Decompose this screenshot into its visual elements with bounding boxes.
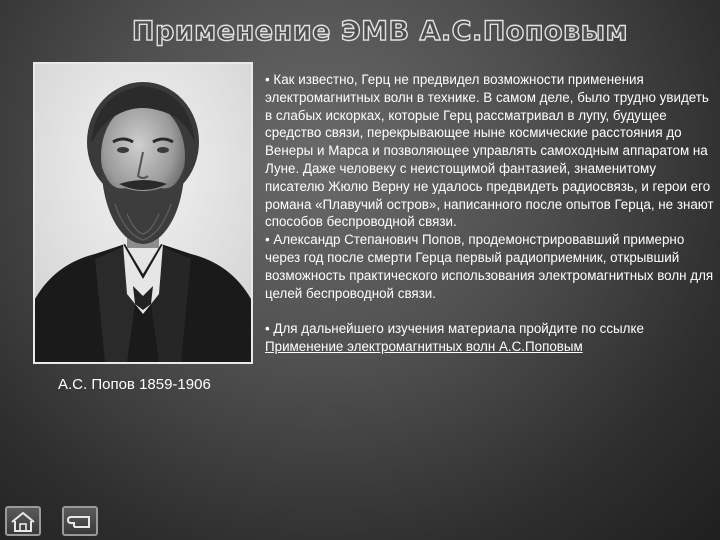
portrait-photo — [33, 62, 253, 364]
slide-body — [265, 71, 717, 356]
home-button[interactable] — [5, 506, 41, 536]
portrait-caption: А.С. Попов 1859-1906 — [58, 376, 211, 393]
popov-em-waves-link[interactable]: Применение электромагнитных волн А.С.Поповым — [265, 339, 583, 355]
paragraph-popov: • Александр Степанович Попов, продемонстрировавший примерно через год после смерти Герца первый радиоприемник, открывший возможность практического использования электромагнитных волн для целей беспроводной связи. — [265, 232, 714, 301]
home-icon — [9, 511, 37, 533]
return-icon — [66, 511, 94, 533]
paragraph-spacer — [265, 302, 717, 320]
return-button[interactable] — [62, 506, 98, 536]
slide-title: Применение ЭМВ А.С.Поповым — [131, 16, 629, 47]
link-prefix: • Для дальнейшего изучения материала пройдите по ссылке — [265, 321, 644, 337]
paragraph-link — [265, 320, 717, 356]
portrait-image — [35, 64, 251, 362]
paragraph-hertz: • Как известно, Герц не предвидел возможности применения электромагнитных волн в технике. В самом деле, было трудно увидеть в слабых искорках, которые Герц рассматривал в лупу, будущее средство связи, перекрывающее ныне космические расстояния до Венеры и Марса и позволяющее управлять самоходным аппаратом на Луне. Даже человеку с неистощимой фантазией, знаменитому писателю Жюлю Верну не удалось предвидеть радиосвязь, и герои его романа «Плавучий остров», написанного после опытов Герца, не знают способов беспроводной связи. — [265, 72, 714, 230]
